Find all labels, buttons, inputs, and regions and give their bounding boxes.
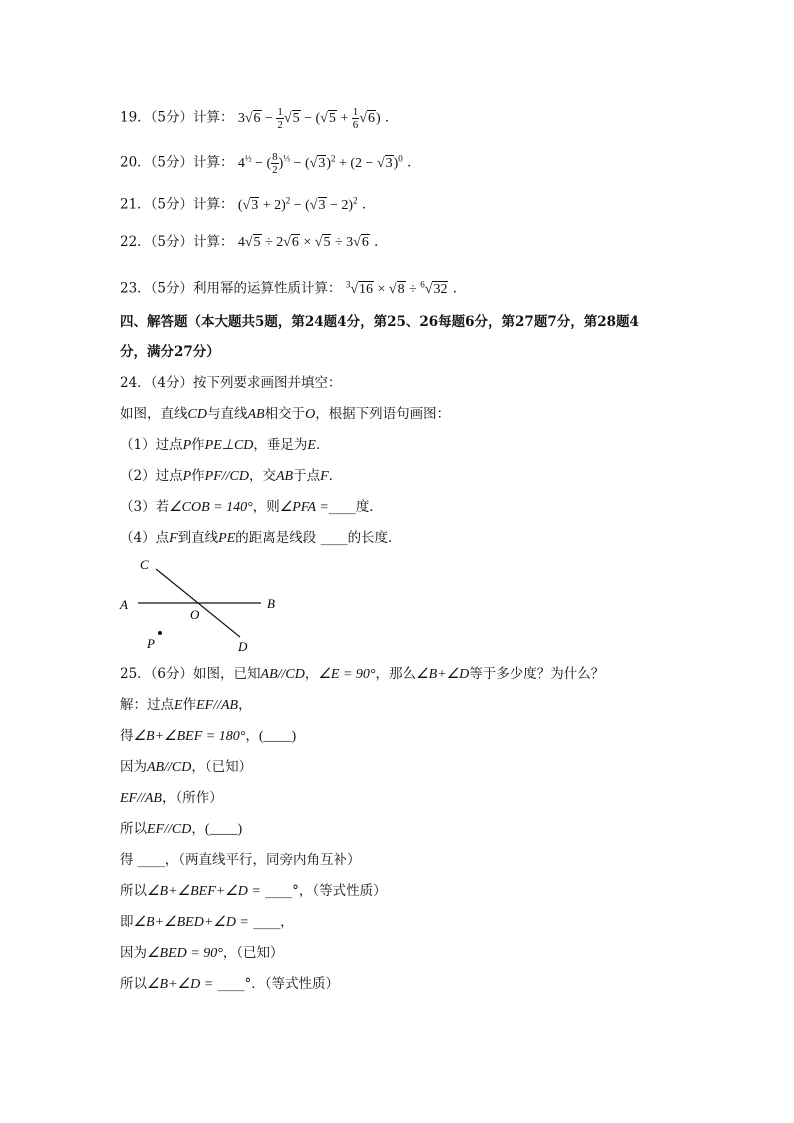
- text: 于点: [293, 468, 321, 484]
- q24-title: 24．（4分）按下列要求画图并填空：: [120, 375, 342, 391]
- math: E: [174, 698, 183, 713]
- math: EF//AB: [196, 698, 239, 713]
- math: P: [182, 469, 192, 484]
- text: 25．（6分）如图，已知: [120, 666, 261, 682]
- text: 得: [120, 728, 134, 744]
- question-20: [120, 148, 421, 176]
- answer-blank[interactable]: (____): [204, 822, 243, 837]
- math: ∠E = 90°: [318, 667, 376, 682]
- question-19: [120, 106, 398, 131]
- text: ，（已知）: [222, 945, 284, 961]
- q24-intro: [120, 404, 450, 425]
- answer-blank[interactable]: (____): [258, 729, 297, 744]
- text: ，: [238, 697, 252, 713]
- text: °，（等式性质）: [292, 883, 387, 899]
- text: 度．: [355, 499, 383, 515]
- q24-step-3: [120, 497, 383, 518]
- text: ，（所作）: [162, 790, 223, 806]
- text: ，（已知）: [191, 759, 253, 775]
- text: 与直线: [206, 406, 248, 422]
- text: ，那么: [375, 666, 417, 682]
- answer-blank[interactable]: ____: [320, 530, 348, 546]
- q23-label: 23．（5分）利用幂的运算性质计算：: [120, 280, 342, 297]
- math: PE: [218, 531, 236, 546]
- q25-line-7: [120, 881, 387, 902]
- label-b: B: [267, 596, 275, 611]
- q25-line-9: [120, 943, 284, 964]
- math: EF//AB: [120, 791, 162, 806]
- q21-expression: $(√3 + 2)^2 - (√3 - 2)^2$: [237, 195, 358, 213]
- math: ∠B+∠BED+∠D =: [133, 915, 249, 930]
- math: F: [320, 469, 329, 484]
- q25-line-4: [120, 788, 223, 809]
- label-p: P: [147, 636, 155, 651]
- text: 相交于: [264, 406, 306, 422]
- q21-label: 21．（5分）计算：: [120, 196, 234, 213]
- math: F: [169, 531, 178, 546]
- label-d: D: [238, 639, 248, 654]
- math: ∠COB = 140°: [169, 500, 253, 515]
- math: P: [182, 438, 192, 453]
- q20-end: ．: [407, 154, 421, 171]
- math: EF//CD: [147, 822, 192, 837]
- answer-blank[interactable]: ____: [137, 852, 165, 868]
- text: 因为: [120, 945, 147, 961]
- text: 所以: [120, 821, 147, 837]
- q22-end: ．: [374, 234, 388, 250]
- math: ∠B+∠D =: [147, 977, 214, 992]
- text: （2）过点: [120, 468, 183, 484]
- text: 所以: [120, 883, 147, 899]
- math: AB: [276, 469, 294, 484]
- q23-end: ．: [452, 280, 467, 297]
- question-21: [120, 190, 375, 216]
- text: ，根据下列语句画图：: [315, 406, 451, 422]
- q20-expression: $4^{\frac{1}{2}}$ − ( $\frac{8}{2}$ )$^{\frac{1}{3}} - (√3)^2 + (2 - √3)^0$: [237, 150, 403, 176]
- text: （1）过点: [120, 437, 183, 453]
- q19-expression: 3√6 − $\frac{1}{2}$ √5 − (√5 + $\frac{1}{6}$ √6): [237, 106, 381, 131]
- answer-blank[interactable]: ____: [253, 914, 281, 930]
- text: 解：过点: [120, 697, 174, 713]
- text: ，（两直线平行，同旁内角互补）: [164, 852, 361, 868]
- label-a: A: [120, 597, 128, 612]
- math: ∠B+∠BEF = 180°: [133, 729, 246, 744]
- q25-line-8: [120, 912, 294, 933]
- math: E: [307, 438, 316, 453]
- text: 作: [182, 697, 197, 713]
- math: AB//CD: [260, 667, 305, 682]
- text: 作: [191, 468, 205, 484]
- answer-blank[interactable]: ____: [328, 499, 356, 515]
- q22-expression: 4√5 ÷ 2√6 × √5 ÷ 3√6: [237, 235, 369, 250]
- q25-line-10: [120, 974, 339, 995]
- q24-step-1: [120, 435, 329, 456]
- label-c: C: [140, 557, 149, 572]
- q19-end: ．: [384, 109, 399, 126]
- geometry-figure: [110, 555, 310, 655]
- text: 的长度．: [347, 530, 402, 546]
- text: 的距离是线段: [235, 530, 317, 546]
- q20-label: 20．（5分）计算：: [120, 154, 234, 171]
- text: ．: [315, 437, 330, 453]
- math: PF//CD: [204, 469, 249, 484]
- section-4-heading-line2: 分，满分27分）: [120, 344, 220, 360]
- text: 作: [191, 437, 205, 453]
- text: ，: [245, 728, 259, 744]
- text: 等于多少度？为什么？: [469, 666, 605, 682]
- question-23: [120, 274, 466, 300]
- text: ，则: [252, 499, 280, 515]
- text: （3）若: [120, 499, 170, 515]
- math: ∠PFA =: [279, 500, 329, 515]
- q22-label: 22．（5分）计算：: [120, 234, 234, 250]
- math: AB//CD: [147, 760, 192, 775]
- text: ．: [328, 468, 343, 484]
- q23-expression: $^3$√16 × √8 ÷ $^6$√32: [345, 279, 448, 297]
- math: ∠BED = 90°: [147, 946, 223, 961]
- math: ∠B+∠BEF+∠D =: [147, 884, 261, 899]
- math: PE⊥CD: [204, 438, 254, 453]
- text: ，垂足为: [253, 437, 308, 453]
- q19-label: 19．（5分）计算：: [120, 109, 234, 126]
- text: ，: [280, 914, 294, 930]
- section-4-heading-line1: 四、解答题（本大题共5题，第24题4分，第25、26每题6分，第27题7分，第28题4: [120, 314, 639, 330]
- point-p: [158, 631, 162, 635]
- math-cd: CD: [187, 407, 207, 422]
- answer-blank[interactable]: ____: [265, 883, 293, 899]
- question-22: [120, 232, 388, 253]
- q25-line-5: [120, 819, 242, 840]
- q25-line-3: [120, 757, 252, 778]
- q24-step-2: [120, 466, 342, 487]
- text: °．（等式性质）: [244, 976, 339, 992]
- text: ，交: [249, 468, 276, 484]
- q25-line-1: [120, 695, 252, 716]
- q24-step-4: [120, 528, 402, 549]
- text: 到直线: [177, 530, 219, 546]
- text: 所以: [120, 976, 147, 992]
- text: 因为: [120, 759, 147, 775]
- q25-title: [120, 664, 604, 685]
- text: ，: [304, 666, 319, 682]
- math-o: O: [305, 407, 316, 422]
- text: 如图，直线: [120, 406, 188, 422]
- q25-line-6: [120, 850, 361, 870]
- q21-end: ．: [361, 196, 376, 213]
- q25-line-2: [120, 726, 296, 747]
- math: ∠B+∠D: [416, 667, 470, 682]
- math-ab: AB: [247, 407, 265, 422]
- text: ，: [191, 821, 205, 837]
- answer-blank[interactable]: ____: [217, 976, 245, 992]
- text: 得: [120, 852, 134, 868]
- text: （4）点: [120, 530, 170, 546]
- text: 即: [120, 914, 134, 930]
- label-o: O: [190, 607, 200, 622]
